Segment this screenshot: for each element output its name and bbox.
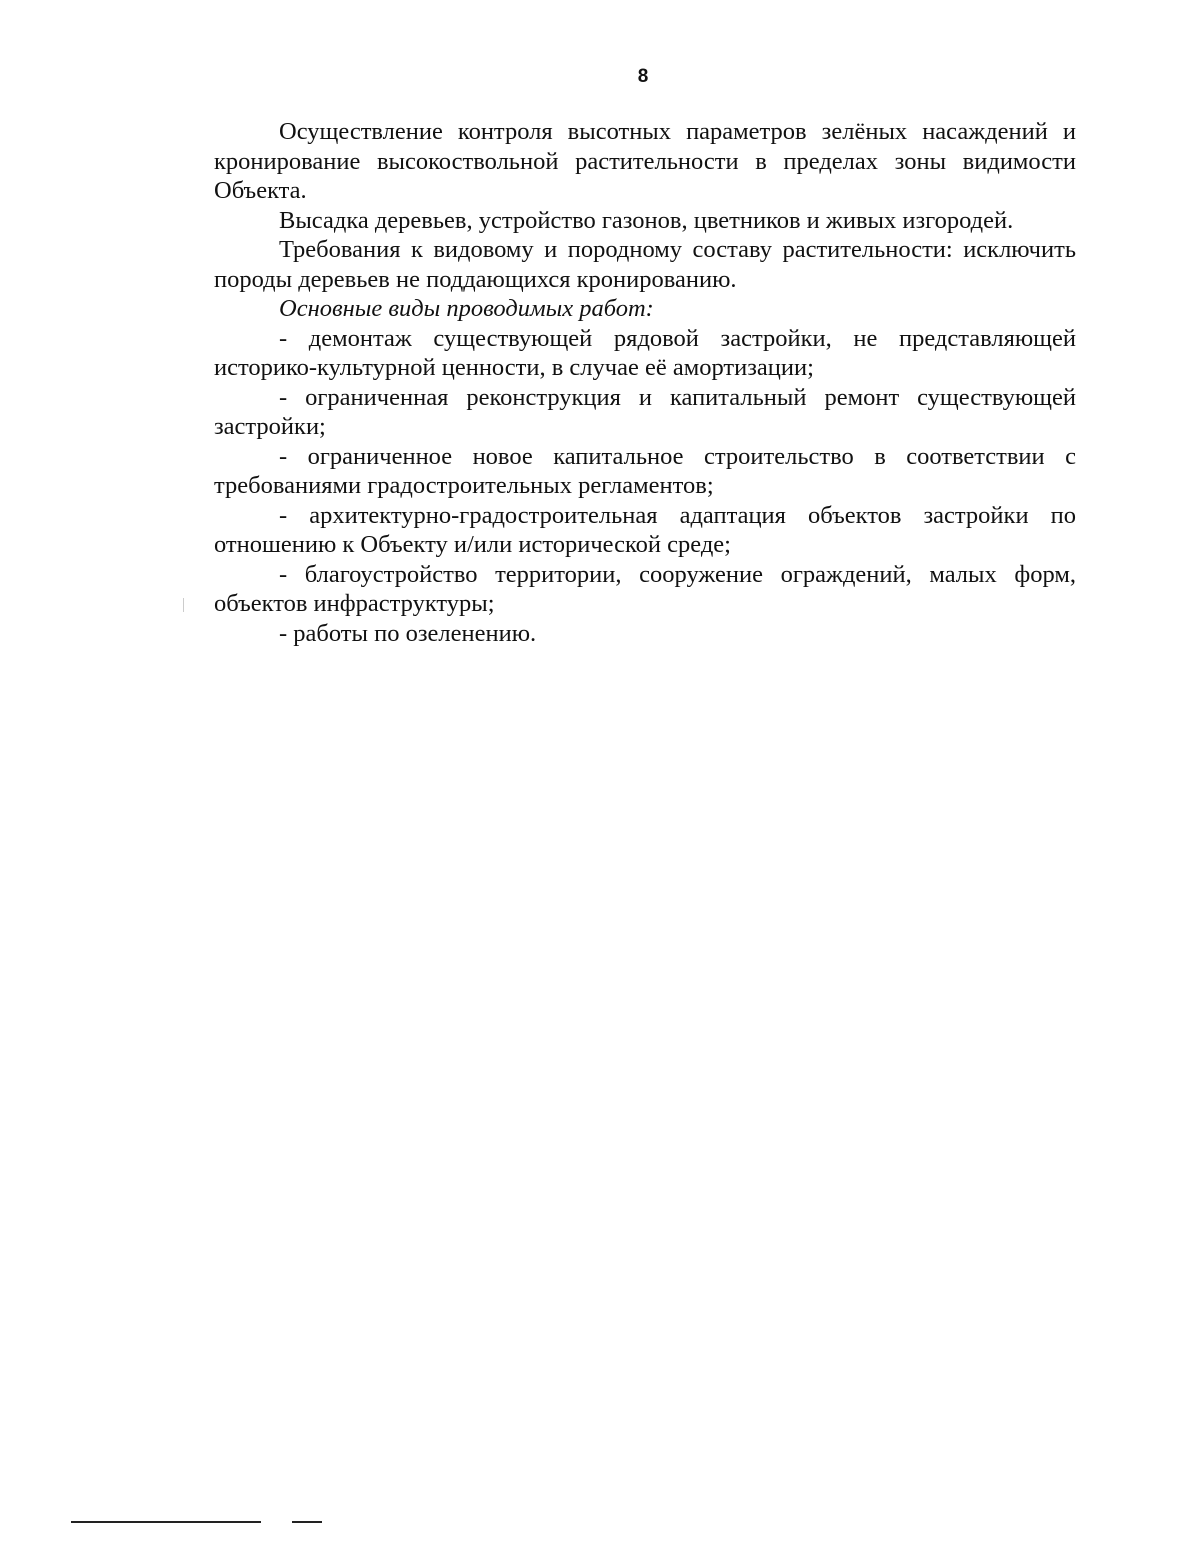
works-item-improvement: - благоустройство территории, сооружение ограждений, малых форм, объектов инфраструктуры; — [214, 560, 1076, 617]
works-item-landscaping: - работы по озеленению. — [279, 619, 537, 647]
works-item-new-construction: - ограниченное новое капитальное строительство в соответствии с требованиями градостроительных регламентов; — [214, 442, 1076, 499]
works-heading: Основные виды проводимых работ: — [279, 295, 654, 322]
paragraph-species-requirements: Требования к видовому и породному составу растительности: исключить породы деревьев не поддающихся кронированию. — [214, 236, 1076, 293]
footer-rule-short — [292, 1521, 322, 1523]
works-item-demolition: - демонтаж существующей рядовой застройки, не представляющей историко-культурной ценности, в случае её амортизации; — [214, 324, 1076, 381]
scan-edge-mark — [183, 598, 186, 612]
footer-rule-long — [71, 1521, 261, 1523]
paragraph-tree-height-control: Осуществление контроля высотных параметров зелёных насаждений и кронирование высокоствольной растительности в пределах зоны видимости Объекта. — [214, 118, 1076, 204]
works-item-reconstruction: - ограниченная реконструкция и капитальный ремонт существующей застройки; — [214, 383, 1076, 440]
works-item-adaptation: - архитектурно-градостроительная адаптация объектов застройки по отношению к Объекту и/или исторической среде; — [214, 501, 1076, 558]
document-body — [214, 117, 1076, 648]
page-number: 8 — [637, 66, 649, 87]
paragraph-planting: Высадка деревьев, устройство газонов, цветников и живых изгородей. — [279, 206, 1014, 234]
